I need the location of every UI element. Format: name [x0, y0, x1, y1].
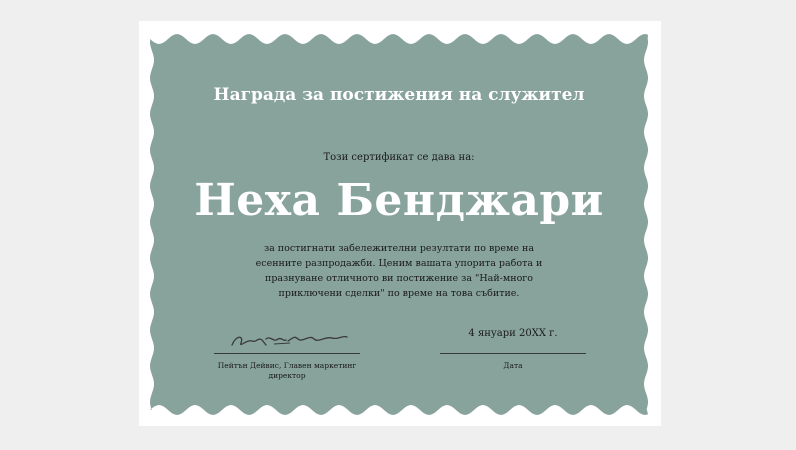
- signature-block: [214, 325, 360, 381]
- date-caption: Дата: [503, 361, 523, 370]
- signature-line: [214, 353, 360, 354]
- recipient-name: Неха Бенджари: [194, 175, 604, 226]
- signature-image: [214, 325, 360, 353]
- certificate-frame: [150, 33, 648, 416]
- date-line: [440, 353, 586, 354]
- date-value: 4 януари 20XX г.: [468, 328, 558, 339]
- certificate-intro: Този сертификат се дава на:: [323, 152, 475, 163]
- certificate-content: [150, 33, 648, 416]
- certificate-body: за постигнати забележителни резултати по време на есенните разпродажби. Ценим вашата упорита работа и празнуване отличното ви постижение за "Най-много приключени сделки" по време на това събитие.: [255, 243, 543, 299]
- signer-caption: Пейтън Дейвис, Главен маркетинг директор: [217, 361, 357, 380]
- certificate-title: Награда за постижения на служител: [213, 85, 585, 105]
- date-block: [440, 325, 586, 371]
